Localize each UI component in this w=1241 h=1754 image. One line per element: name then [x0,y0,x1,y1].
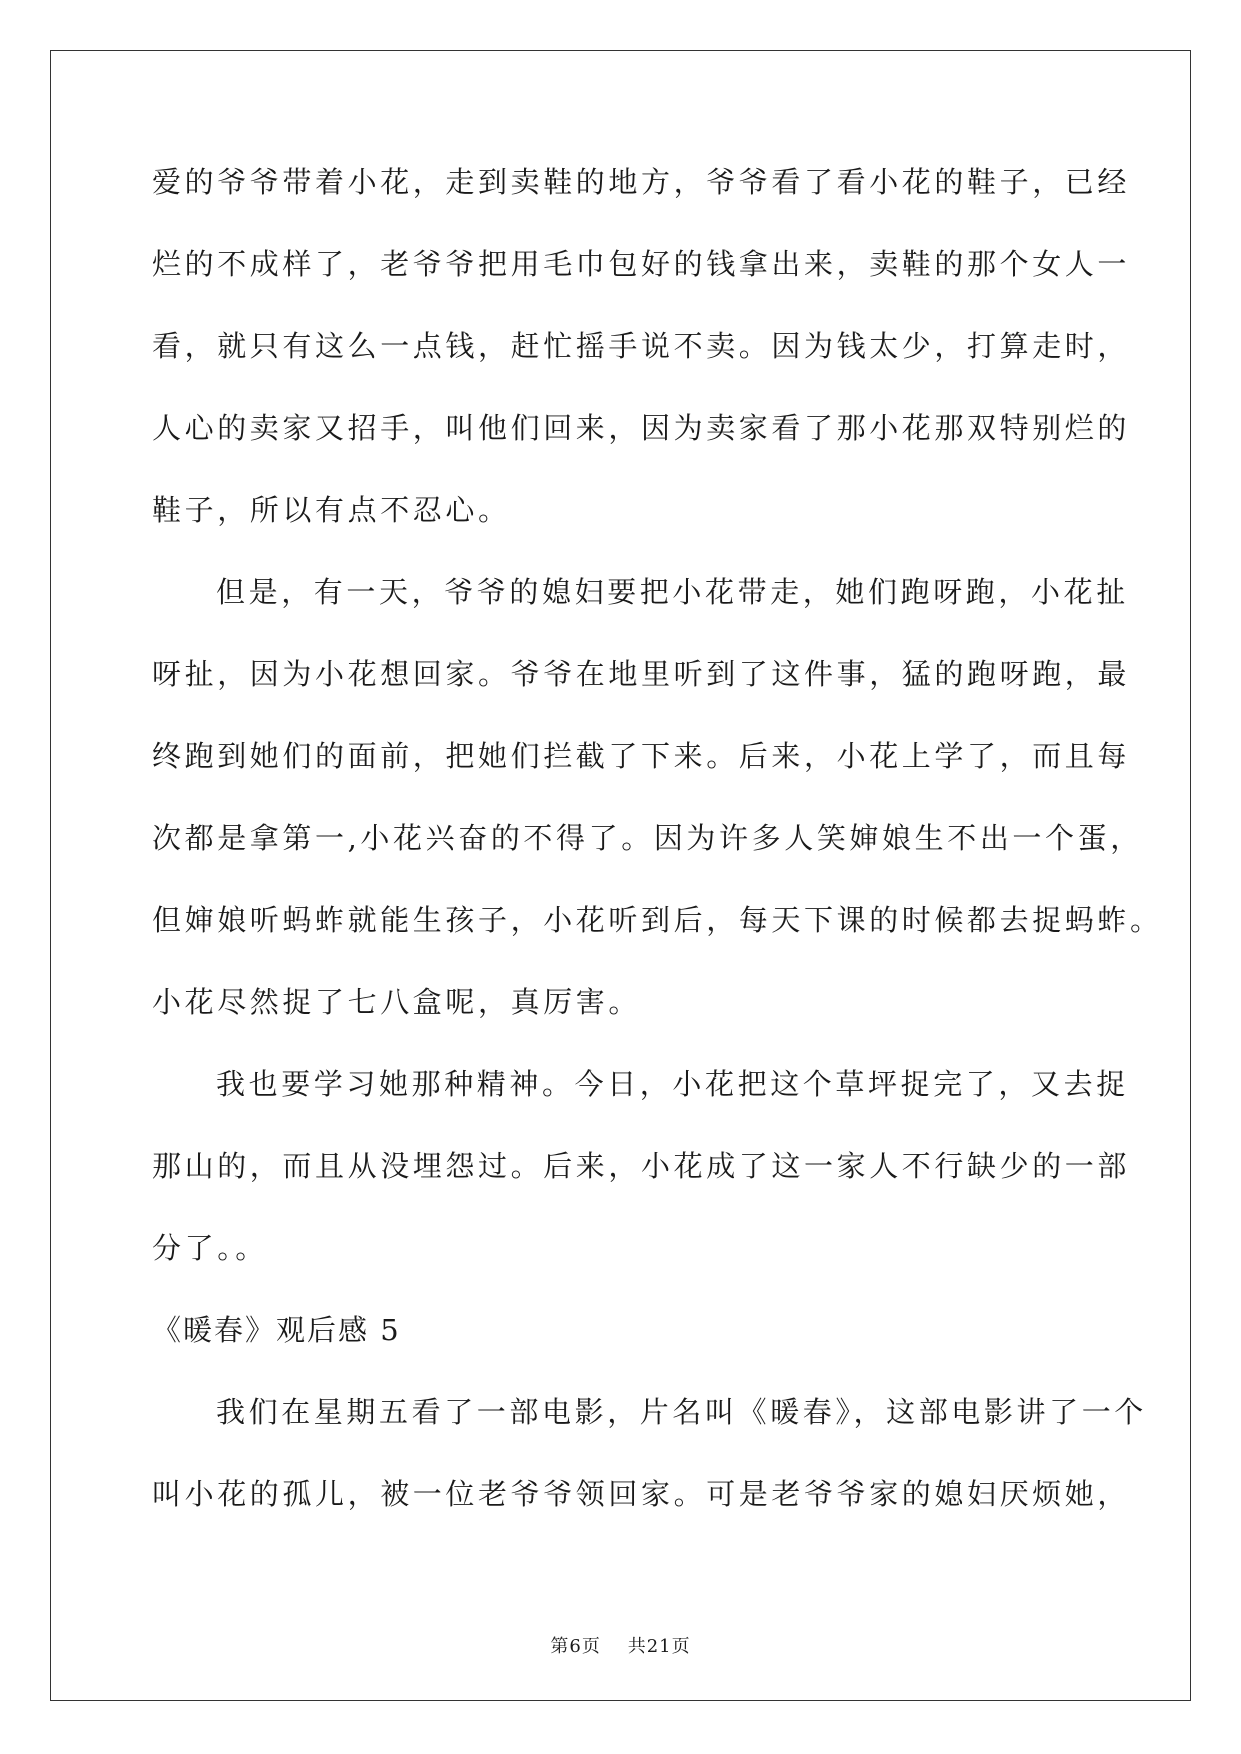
footer-page-unit: 页 [581,1636,601,1657]
text-line: 叫小花的孤儿，被一位老爷爷领回家。可是老爷爷家的媳妇厌烦她， [152,1477,1131,1511]
document-body [152,162,1163,1556]
footer-total-unit: 页 [671,1636,691,1657]
section-heading: 《暖春》观后感 5 [152,1313,401,1347]
text-line: 小花尽然捉了七八盒呢，真厉害。 [152,985,642,1019]
footer-current-page: 6 [569,1636,582,1657]
footer-total-pages: 21 [646,1636,672,1657]
text-line: 看，就只有这么一点钱，赶忙摇手说不卖。因为钱太少，打算走时， [152,329,1131,363]
paragraph-start-line: 但是，有一天，爷爷的媳妇要把小花带走，她们跑呀跑，小花扯 [216,575,1129,609]
text-line: 人心的卖家又招手，叫他们回来，因为卖家看了那小花那双特别烂的 [152,411,1131,445]
text-line: 烂的不成样了，老爷爷把用毛巾包好的钱拿出来，卖鞋的那个女人一 [152,247,1131,281]
paragraph-start-line: 我们在星期五看了一部电影，片名叫《暖春》，这部电影讲了一个 [216,1395,1147,1429]
page-footer [0,1632,1241,1658]
text-line: 分了。。 [152,1231,268,1265]
text-line: 呀扯，因为小花想回家。爷爷在地里听到了这件事，猛的跑呀跑，最 [152,657,1131,691]
text-line: 但婶娘听蚂蚱就能生孩子，小花听到后，每天下课的时候都去捉蚂蚱。 [152,903,1163,937]
text-line: 鞋子，所以有点不忍心。 [152,493,511,527]
footer-total-label: 共 [627,1636,647,1657]
footer-current-label: 第 [550,1636,570,1657]
text-line: 爱的爷爷带着小花，走到卖鞋的地方，爷爷看了看小花的鞋子，已经 [152,165,1131,199]
text-line: 终跑到她们的面前，把她们拦截了下来。后来，小花上学了，而且每 [152,739,1131,773]
text-line: 那山的，而且从没埋怨过。后来，小花成了这一家人不行缺少的一部 [152,1149,1131,1183]
text-line: 次都是拿第一,小花兴奋的不得了。因为许多人笑婶娘生不出一个蛋， [152,821,1143,855]
paragraph-start-line: 我也要学习她那种精神。今日，小花把这个草坪捉完了，又去捉 [216,1067,1129,1101]
